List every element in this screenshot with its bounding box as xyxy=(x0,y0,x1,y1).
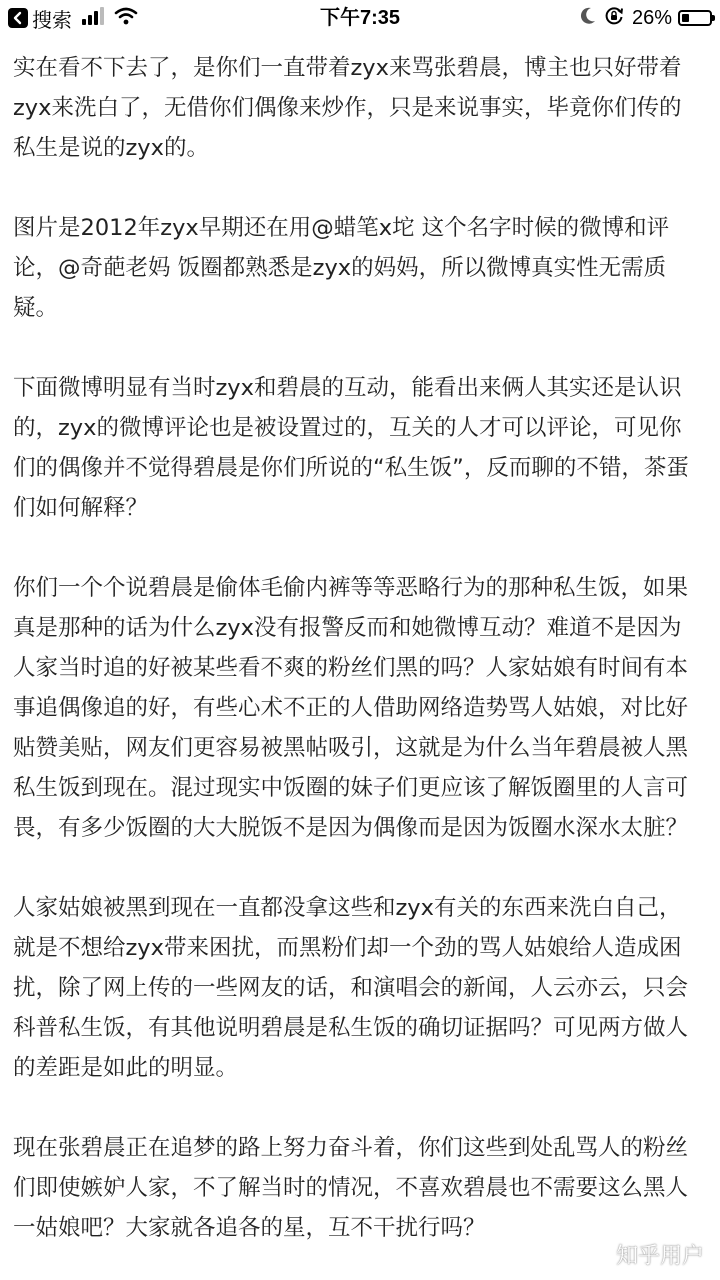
paragraph: 实在看不下去了，是你们一直带着zyx来骂张碧晨，博主也只好带着 zyx来洗白了，无借你们偶像来炒作，只是来说事实，毕竟你们传的 私生是说的zyx的。 xyxy=(13,55,682,161)
back-to-search-label[interactable]: 搜索 xyxy=(32,9,72,32)
paragraph: 你们一个个说碧晨是偷体毛偷内裤等等恶略行为的那种私生饭，如果 真是那种的话为什么zyx没有报警反而和她微博互动？难道不是因为 人家当时追的好被某些看不爽的粉丝们黑的吗？人家姑娘有时间有本 事追偶像追的好，有些心术不正的人借助网络造势骂人姑娘，对比好 贴赞美贴，网友们更容易被黑帖吸引，这就是为什么当年碧晨被人黑 私生饭到现在。混过现实中饭圈的妹子们更应该了解饭圈里的人言可 畏，有多少饭圈的大大脱饭不是因为偶像而是因为饭圈水深水太脏？ xyxy=(13,575,689,841)
battery-fill xyxy=(682,14,689,22)
status-right xyxy=(580,5,712,31)
answer-content xyxy=(13,48,707,1280)
paragraph: 下面微博明显有当时zyx和碧晨的互动，能看出来俩人其实还是认识 的，zyx的微博评论也是被设置过的，互关的人才可以评论，可见你 们的偶像并不觉得碧晨是你们所说的“私生饭”，反而聊的不错，茶蛋 们如何解释？ xyxy=(13,375,689,521)
battery-icon xyxy=(678,10,712,26)
paragraph: 图片是2012年zyx早期还在用@蜡笔x坨 这个名字时候的微博和评 论，@奇葩老妈 饭圈都熟悉是zyx的妈妈，所以微博真实性无需质 疑。 xyxy=(13,215,670,321)
rotation-lock-icon xyxy=(604,6,624,31)
zhihu-watermark: 知乎用户 xyxy=(615,1244,704,1269)
paragraph: 现在张碧晨正在追梦的路上努力奋斗着，你们这些到处乱骂人的粉丝 们即使嫉妒人家，不了解当时的情况，不喜欢碧晨也不需要这么黑人 一姑娘吧？大家就各追各的星，互不干扰行吗？ xyxy=(13,1135,689,1241)
moon-icon xyxy=(580,7,596,30)
battery-percent: 26% xyxy=(631,6,672,29)
battery-tip xyxy=(712,15,715,21)
status-bar xyxy=(0,0,720,36)
paragraph: 人家姑娘被黑到现在一直都没拿这些和zyx有关的东西来洗白自己， 就是不想给zyx带来困扰，而黑粉们却一个劲的骂人姑娘给人造成困 扰，除了网上传的一些网友的话，和演唱会的新闻，人云亦云，只会 科普私生饭，有其他说明碧晨是私生饭的确切证据吗？可见两方做人 的差距是如此的明显。 xyxy=(13,895,689,1081)
status-time: 下午7:35 xyxy=(319,7,401,29)
